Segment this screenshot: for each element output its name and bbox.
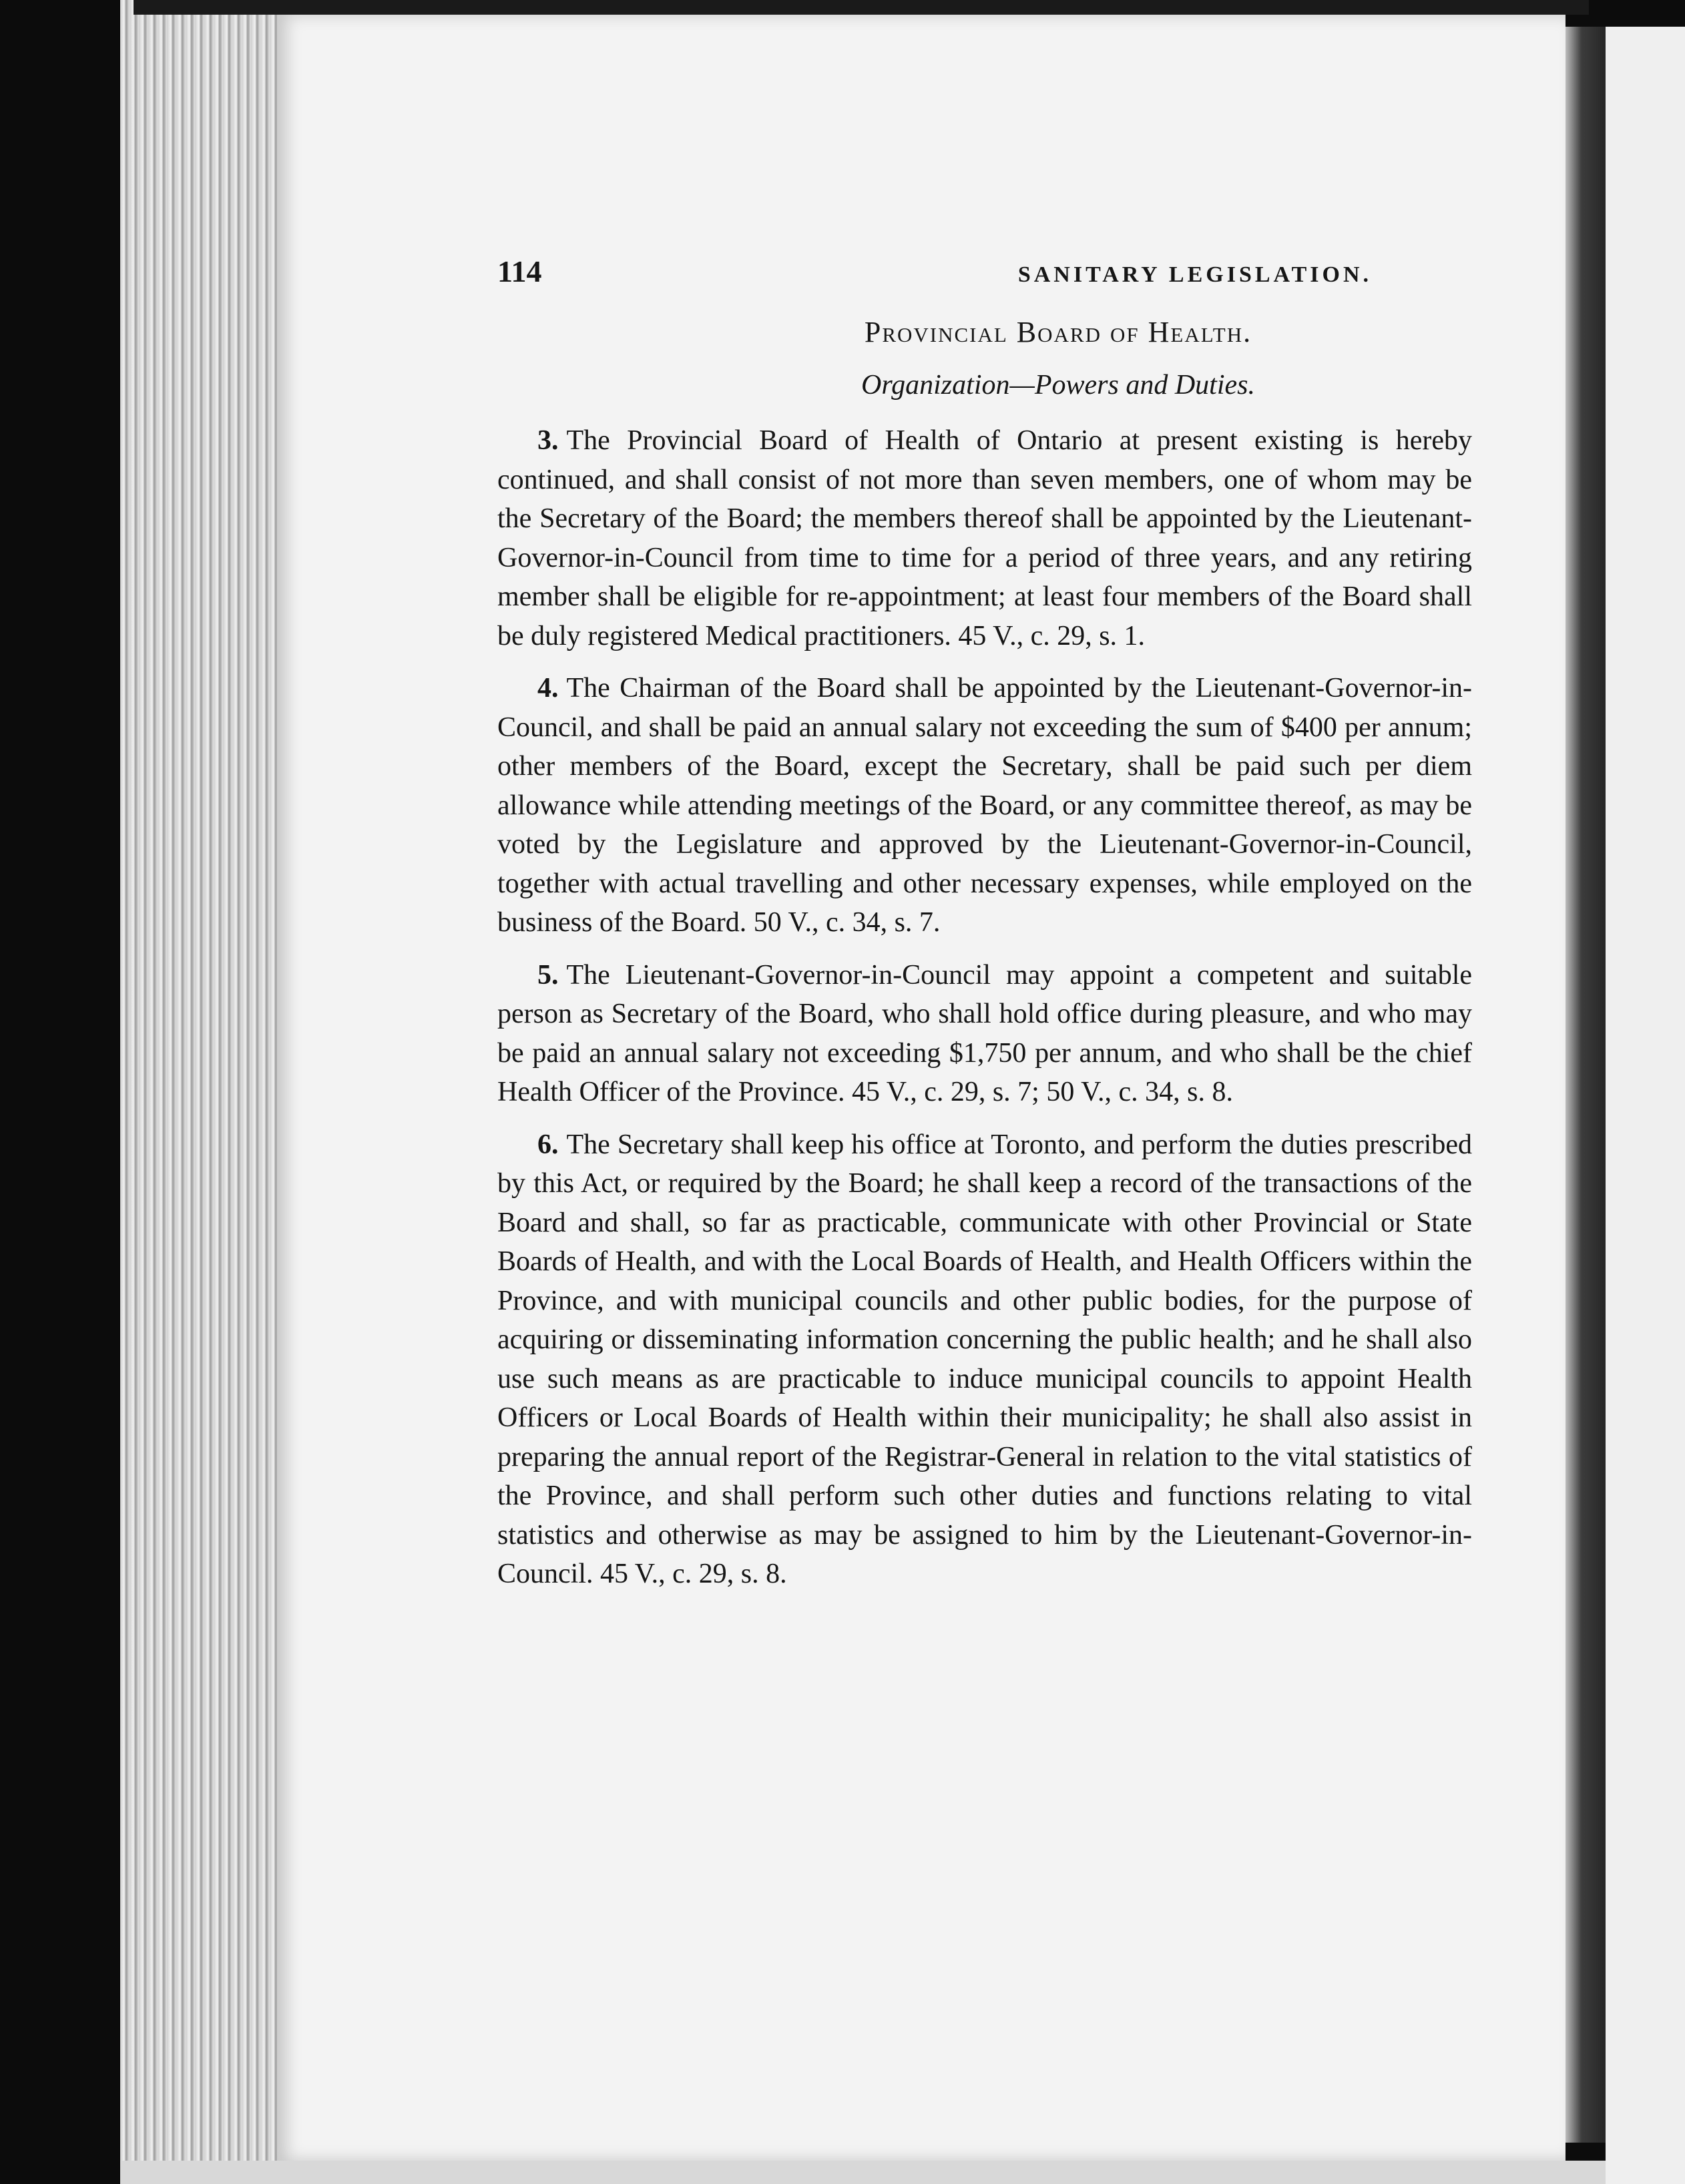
clause-number: 3. [537,425,559,456]
clause-text: The Lieutenant-Governor-in-Council may appoint a competent and suitable person as Secretary of the Board, who shall hold office during pleasure, and who may be paid an annual salary not exceeding $1,750 per annum, and who shall be the chief Health Officer of the Province. 45 V., c. 29, s. 7; 50 V., c. 34, s. 8. [497,959,1472,1107]
page-header [497,254,1472,300]
book-spine-shadow [1566,27,1606,2143]
section-subtitle: Organization—Powers and Duties. [861,370,1255,400]
clause-6 [497,1125,1472,1594]
clause-4 [497,669,1472,942]
page-edges [120,0,280,2166]
clause-number: 5. [537,959,559,991]
clause-number: 6. [537,1129,559,1160]
top-binding-edge [134,0,1589,15]
page-number: 114 [497,254,542,288]
facing-page [1606,27,1685,2184]
clause-3 [497,421,1472,655]
clause-5 [497,956,1472,1112]
clause-text: The Provincial Board of Health of Ontario at present existing is hereby continued, and shall consist of not more than seven members, one of whom may be the Secretary of the Board; the members thereof shall be appointed by the Lieutenant-Governor-in-Council from time to time for a period of three years, and any retiring member shall be eligible for re-appointment; at least four members of the Board shall be duly registered Medical practitioners. 45 V., c. 29, s. 1. [497,425,1472,651]
bottom-page-edge [120,2161,1606,2184]
running-head: SANITARY LEGISLATION. [1017,262,1372,287]
page-content [497,254,1472,1607]
clause-number: 4. [537,673,559,704]
clause-text: The Chairman of the Board shall be appointed by the Lieutenant-Governor-in-Council, and shall be paid an annual salary not exceeding the sum of $400 per annum; other members of the Board, except the Secretary, shall be paid such per diem allowance while attending meetings of the Board, or any committee thereof, as may be voted by the Legislature and approved by the Lieutenant-Governor-in-Council, together with actual travelling and other necessary expenses, while employed on the business of the Board. 50 V., c. 34, s. 7. [497,673,1472,938]
clause-text: The Secretary shall keep his office at Toronto, and perform the duties prescribed by this Act, or required by the Board; he shall keep a record of the transactions of the Board and shall, so far as practicable, communicate with other Provincial or State Boards of Health, and with the Local Boards of Health, and Health Officers within the Province, and with municipal councils and other public bodies, for the purpose of acquiring or disseminating information concerning the public health; and he shall also use such means as are practicable to induce municipal councils to appoint Health Officers or Local Boards of Health within their municipality; he shall also assist in preparing the annual report of the Registrar-General in relation to the vital statistics of the Province, and shall perform such other duties and functions relating to vital statistics and otherwise as may be assigned to him by the Lieutenant-Governor-in-Council. 45 V., c. 29, s. 8. [497,1129,1472,1589]
clause-list [497,421,1472,1594]
section-title: Provincial Board of Health. [864,316,1252,348]
